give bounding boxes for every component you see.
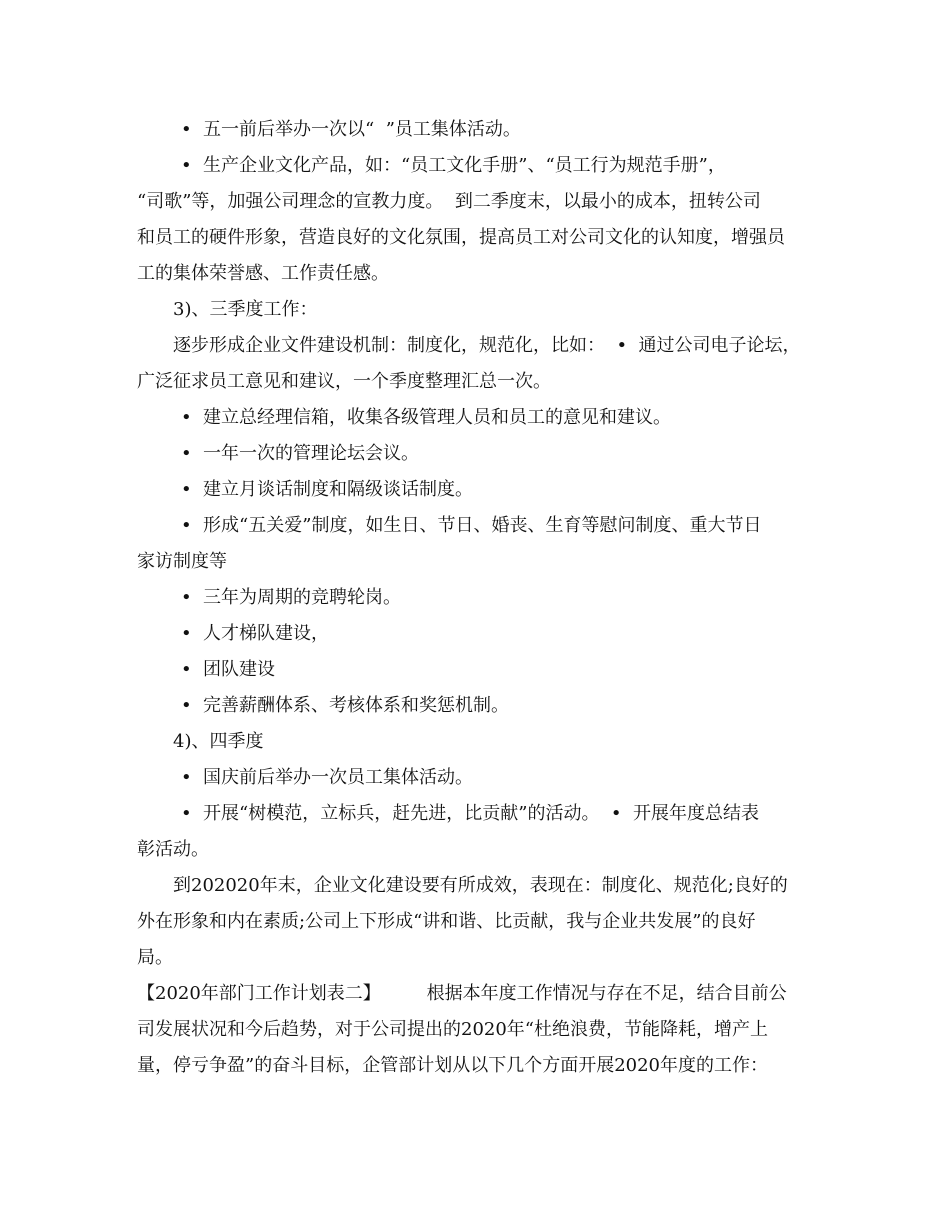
text-line: 局。 [137, 947, 173, 968]
text-line: • 一年一次的管理论坛会议。 [181, 443, 420, 464]
text-line: 司发展状况和今后趋势，对于公司提出的2020年“杜绝浪费，节能降耗，增产上 [137, 1019, 769, 1040]
document-body [137, 112, 817, 1084]
text-line: 广泛征求员工意见和建议，一个季度整理汇总一次。 [137, 371, 551, 392]
text-line: 外在形象和内在素质;公司上下形成“讲和谐、比贡献，我与企业共发展”的良好 [137, 911, 756, 932]
text-line: 4)、四季度 [173, 731, 264, 752]
text-line: 3)、三季度工作： [173, 299, 318, 320]
text-line: 量，停亏争盈”的奋斗目标，企管部计划从以下几个方面开展2020年度的工作： [137, 1055, 769, 1076]
text-line: • 形成“五关爱”制度，如生日、节日、婚丧、生育等慰问制度、重大节日 [181, 515, 762, 536]
text-line: • 国庆前后举办一次员工集体活动。 [181, 767, 474, 788]
text-line: • 三年为周期的竞聘轮岗。 [181, 587, 402, 608]
text-line: • 人才梯队建设， [181, 623, 330, 644]
text-line: 到202020年末，企业文化建设要有所成效，表现在：制度化、规范化;良好的 [173, 875, 788, 896]
text-line: 工的集体荣誉感、工作责任感。 [137, 263, 389, 284]
text-line: • 生产企业文化产品，如：“员工文化手册”、“员工行为规范手册”， [181, 155, 726, 176]
text-line: • 建立总经理信箱，收集各级管理人员和员工的意见和建议。 [181, 407, 672, 428]
text-line: 【2020年部门工作计划表二】 根据本年度工作情况与存在不足，结合目前公 [137, 983, 787, 1004]
text-line: • 五一前后举办一次以“ ”员工集体活动。 [181, 119, 521, 140]
text-line: 和员工的硬件形象，营造良好的文化氛围，提高员工对公司文化的认知度，增强员 [137, 227, 785, 248]
text-line: 彰活动。 [137, 839, 209, 860]
text-line: 家访制度等 [137, 551, 227, 572]
text-line: • 开展“树模范，立标兵，赶先进，比贡献”的活动。 • 开展年度总结表 [181, 803, 759, 824]
text-line: • 团队建设 [181, 659, 276, 680]
text-line: • 完善薪酬体系、考核体系和奖惩机制。 [181, 695, 510, 716]
text-line: • 建立月谈话制度和隔级谈话制度。 [181, 479, 474, 500]
text-line: 逐步形成企业文件建设机制：制度化，规范化，比如： • 通过公司电子论坛， [173, 335, 801, 356]
text-line: “司歌”等，加强公司理念的宣教力度。 到二季度末，以最小的成本，扭转公司 [137, 191, 761, 212]
